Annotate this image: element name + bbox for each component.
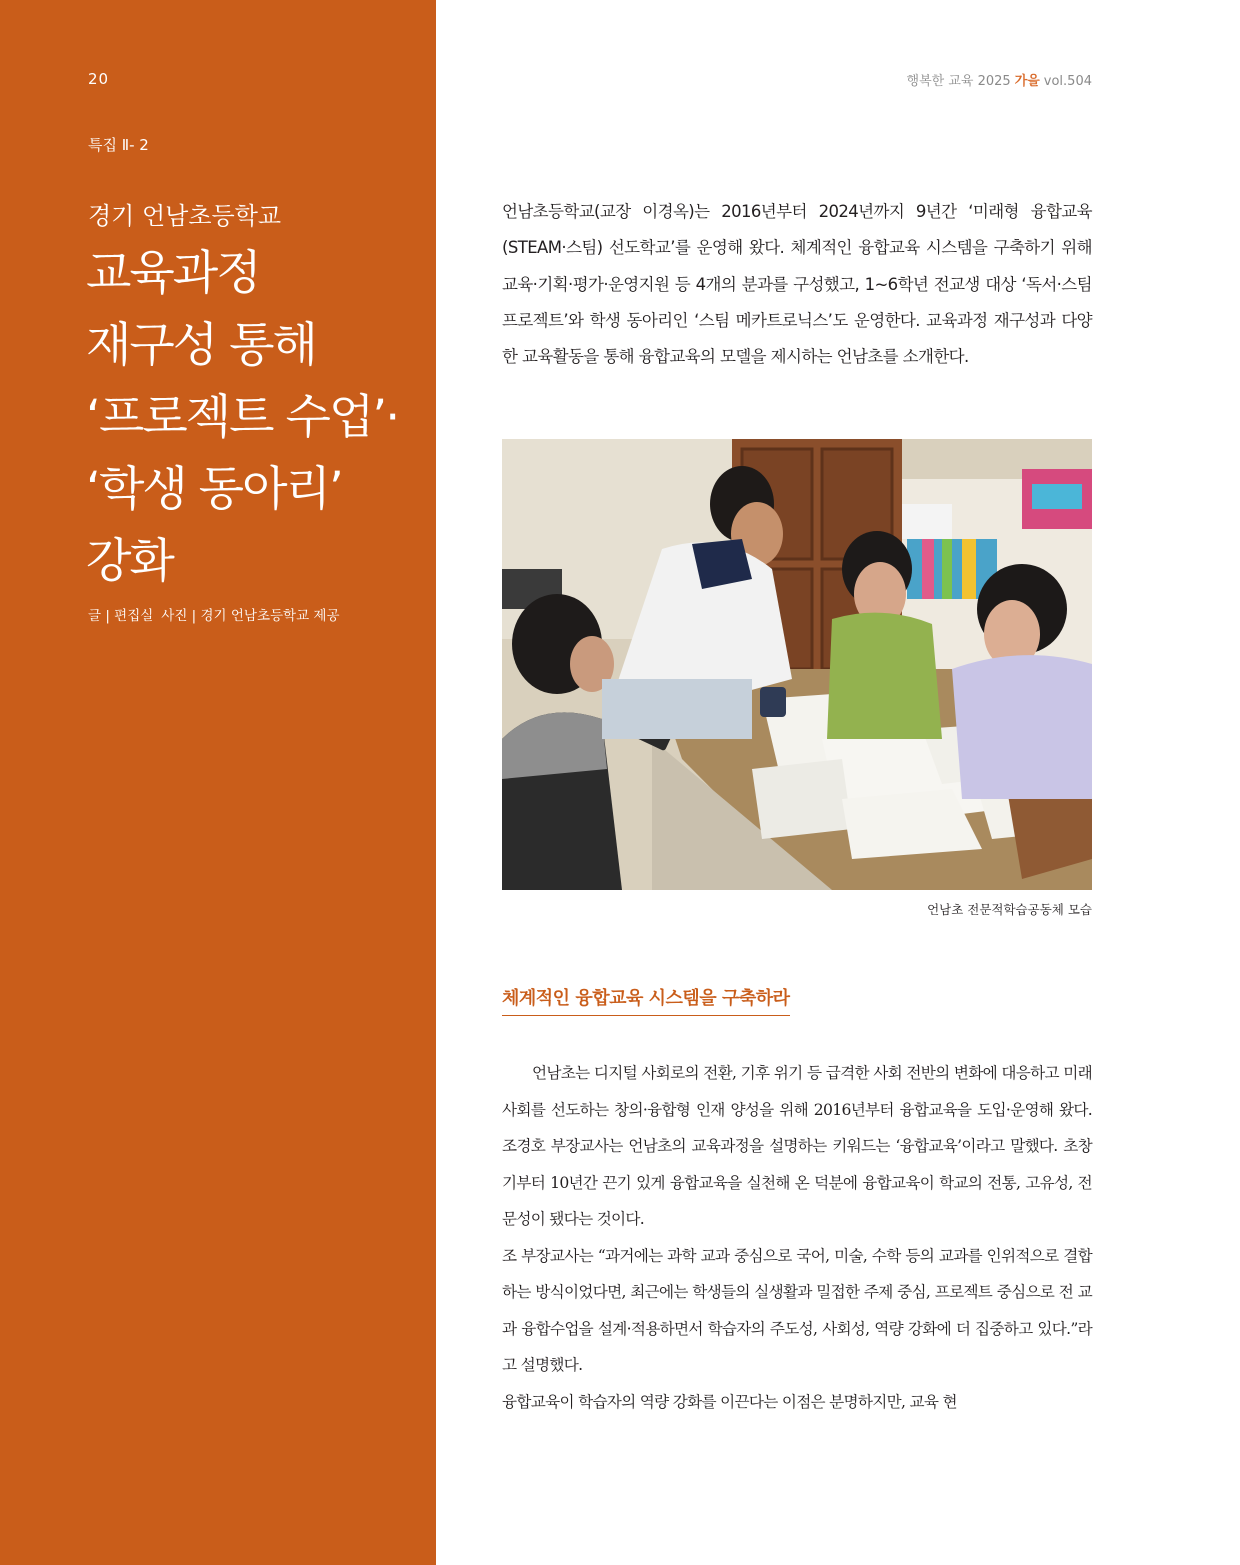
title-line: ‘프로젝트 수업’· [86,390,399,445]
photo-caption: 언남초 전문적학습공동체 모습 [927,902,1092,917]
writer-credit: 글 | 편집실 [88,608,154,624]
title-line: 교육과정 [86,246,260,301]
body-paragraph: 언남초는 디지털 사회로의 전환, 기후 위기 등 급격한 사회 전반의 변화에 대응하고 미래 사회를 선도하는 창의·융합형 인재 양성을 위해 2016년부터 융합교육을 도입·운영해 왔다. 조경호 부장교사는 언남초의 교육과정을 설명하는 키워드는 ‘융합교육’이라고 말했다. 초창기부터 10년간 끈기 있게 융합교육을 실천해 온 덕분에 융합교육이 학교의 전통, 고유성, 전문성이 됐다는 것이다. [502,1064,1092,1228]
running-head [907,70,1092,89]
body-paragraph: 조 부장교사는 “과거에는 과학 교과 중심으로 국어, 미술, 수학 등의 교과를 인위적으로 결합하는 방식이었다면, 최근에는 학생들의 실생활과 밀접한 주제 중심, 프로젝트 중심으로 전 교과 융합수업을 설계·적용하면서 학습자의 주도성, 사회성, 역량 강화에 더 집중하고 있다.”라고 설명했다. [502,1246,1092,1374]
school-name: 경기 언남초등학교 [88,202,282,230]
body-paragraph: 융합교육이 학습자의 역량 강화를 이끈다는 이점은 분명하지만, 교육 현 [502,1392,957,1411]
running-head-season: 가을 [1014,74,1040,89]
page-number: 20 [88,70,110,88]
section-heading: 체계적인 융합교육 시스템을 구축하라 [502,984,790,1016]
title-line: 강화 [86,534,173,589]
section-label: 특집 Ⅱ- 2 [88,136,149,154]
photo-credit: 사진 | 경기 언남초등학교 제공 [161,608,340,624]
sidebar-panel [0,0,436,1565]
intro-paragraph: 언남초등학교(교장 이경옥)는 2016년부터 2024년까지 9년간 ‘미래형 융합교육(STEAM·스팀) 선도학교’를 운영해 왔다. 체계적인 융합교육 시스템을 구축하기 위해 교육·기획·평가·운영지원 등 4개의 분과를 구성했고, 1~6학년 전교생 대상 ‘독서·스팀 프로젝트’와 학생 동아리인 ‘스팀 메카트로닉스’도 운영한다. 교육과정 재구성과 다양한 교육활동을 통해 융합교육의 모델을 제시하는 언남초를 소개한다. [502,202,1092,367]
title-line: 재구성 통해 [86,318,316,373]
article-body [502,1055,1092,1420]
meeting-photo [502,439,1092,890]
running-head-prefix: 행복한 교육 2025 [906,74,1011,89]
article-title [86,238,431,598]
running-head-issue: vol.504 [1043,74,1092,89]
title-line: ‘학생 동아리’ [86,462,342,517]
credits [88,604,348,624]
